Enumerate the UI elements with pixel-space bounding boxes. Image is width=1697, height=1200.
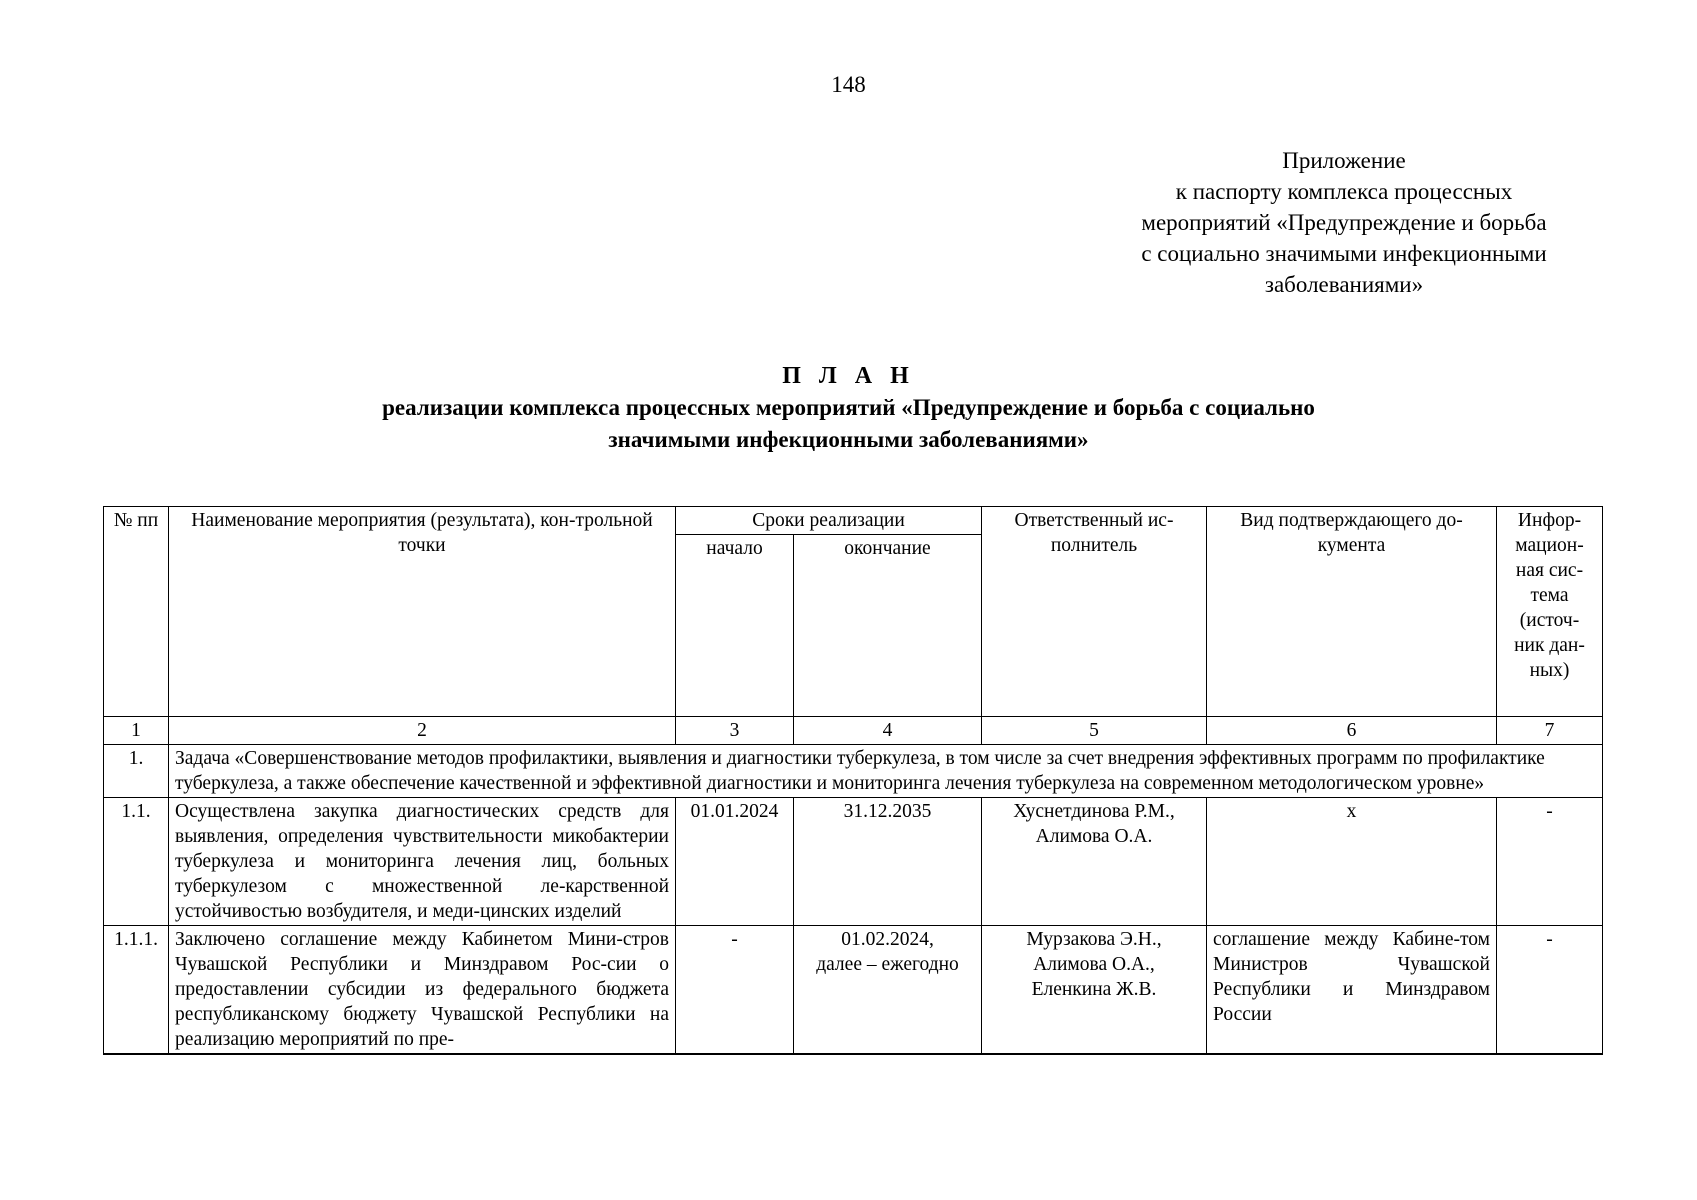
responsible-line: Еленкина Ж.В. (1031, 979, 1157, 1000)
row-start: - (676, 926, 794, 1055)
table-header-row (104, 507, 1603, 535)
row-document: соглашение между Кабине-том Министров Чувашской Республики и Минздравом России (1207, 926, 1497, 1055)
column-number: 5 (982, 717, 1207, 745)
task-text: Задача «Совершенствование методов профилактики, выявления и диагностики туберкулеза, в том числе за счет внедрения эффективных программ по профилактике туберкулеза, а также обеспечение качественной и эффективной диагностики и мониторинга лечения туберкулеза на современном методологическом уровне» (169, 745, 1603, 798)
header-responsible: Ответственный ис-полнитель (982, 507, 1207, 717)
plan-heading: П Л А Н (782, 363, 915, 389)
row-name: Заключено соглашение между Кабинетом Мини-стров Чувашской Республики и Минздравом Рос-сии о предоставлении субсидии из федерального бюджета республиканскому бюджету Чувашской Республики на реализацию мероприятий по пре- (169, 926, 676, 1055)
appendix-line: к паспорту комплекса процессных (1175, 179, 1513, 204)
header-info-system-line: (источ- (1519, 610, 1580, 631)
appendix-line: Приложение (1282, 148, 1406, 173)
row-end (794, 926, 982, 1055)
appendix-line: мероприятий «Предупреждение и борьба (1141, 210, 1547, 235)
header-document: Вид подтверждающего до-кумента (1207, 507, 1497, 717)
column-number: 1 (104, 717, 169, 745)
row-responsible (982, 926, 1207, 1055)
header-info-system-line: мацион- (1515, 535, 1584, 556)
row-name: Осуществлена закупка диагностических средств для выявления, определения чувствительности микобактерии туберкулеза и мониторинга лечения лиц, больных туберкулезом с множественной ле-карственной устойчивостью возбудителя, и меди-цинских изделий (169, 798, 676, 926)
row-num: 1.1. (104, 798, 169, 926)
task-row (104, 745, 1603, 798)
appendix-block (1090, 145, 1598, 300)
task-num: 1. (104, 745, 169, 798)
header-info-system-line: ник дан- (1514, 635, 1585, 656)
responsible-line: Алимова О.А., (1033, 954, 1155, 975)
page-number: 148 (831, 72, 866, 97)
end-line: далее – ежегодно (816, 954, 959, 975)
row-document: х (1207, 798, 1497, 926)
column-number: 6 (1207, 717, 1497, 745)
responsible-line: Алимова О.А. (1035, 826, 1153, 847)
end-line: 01.02.2024, (841, 929, 934, 950)
responsible-line: Мурзакова Э.Н., (1026, 929, 1162, 950)
appendix-line: заболеваниями» (1264, 272, 1424, 297)
appendix-line: с социально значимыми инфекционными (1141, 241, 1547, 266)
row-responsible (982, 798, 1207, 926)
row-info-system: - (1497, 926, 1603, 1055)
row-end: 31.12.2035 (794, 798, 982, 926)
plan-table (103, 506, 1603, 1055)
column-number: 2 (169, 717, 676, 745)
header-info-system-line: тема (1530, 585, 1569, 606)
header-info-system-line: Инфор- (1517, 510, 1582, 531)
column-number: 7 (1497, 717, 1603, 745)
header-end: окончание (794, 535, 982, 717)
header-info-system-line: ная сис- (1515, 560, 1584, 581)
header-info-system-line: ных) (1529, 660, 1570, 681)
row-num: 1.1.1. (104, 926, 169, 1055)
column-number: 4 (794, 717, 982, 745)
header-terms: Сроки реализации (676, 507, 982, 535)
table-row (104, 926, 1603, 1055)
header-info-system (1497, 507, 1603, 717)
header-start: начало (676, 535, 794, 717)
row-info-system: - (1497, 798, 1603, 926)
responsible-line: Хуснетдинова Р.М., (1013, 801, 1175, 822)
plan-subtitle-line: значимыми инфекционными заболеваниями» (608, 427, 1089, 452)
header-name: Наименование мероприятия (результата), кон-трольной точки (169, 507, 676, 717)
column-number: 3 (676, 717, 794, 745)
row-start: 01.01.2024 (676, 798, 794, 926)
plan-title (0, 360, 1697, 456)
header-num: № пп (104, 507, 169, 717)
column-number-row (104, 717, 1603, 745)
table-row (104, 798, 1603, 926)
plan-subtitle-line: реализации комплекса процессных мероприятий «Предупреждение и борьба с социально (382, 395, 1315, 420)
